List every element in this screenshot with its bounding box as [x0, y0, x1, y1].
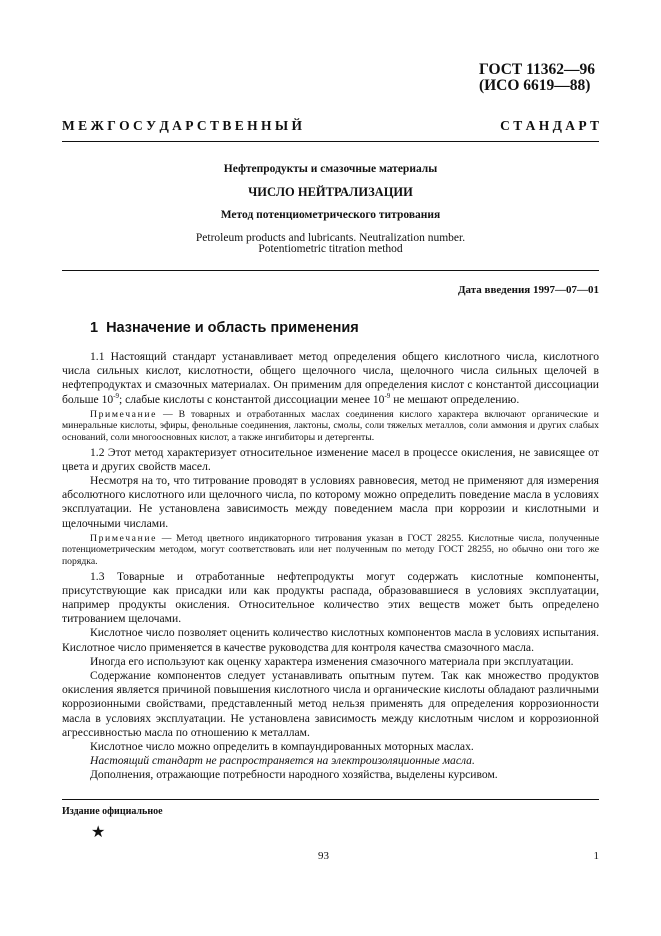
section-title: Назначение и область применения: [106, 320, 359, 336]
introduction-date: Дата введения 1997—07—01: [457, 284, 599, 296]
paragraph-1-3-e: Кислотное число можно определить в компаундированных моторных маслах.: [90, 740, 474, 754]
star-icon: ★: [91, 824, 106, 841]
paragraph-1-3-f: Дополнения, отражающие потребности народного хозяйства, выделены курсивом.: [90, 768, 498, 782]
paragraph-1-3-d: Содержание компонентов следует устанавливать опытным путем. Так как множество продуктов окисления является причиной повышения кислотного числа и органические кислоты обладают различными коррозионными свойствами, представленный метод нельзя применять для определения коррозионности масла в условиях эксплуатации. Не установлена зависимость между кислотным числом и коррозионной агрессивностью масла по отношению к металлам.: [62, 669, 599, 739]
title-english-line2: Potentiometric titration method: [258, 243, 403, 255]
title-subject: Нефтепродукты и смазочные материалы: [223, 163, 438, 175]
title-main: ЧИСЛО НЕЙТРАЛИЗАЦИИ: [248, 185, 413, 199]
section-heading: [90, 320, 367, 336]
paragraph-1-3-c: Иногда его используют как оценку характера изменения смазочного материала при эксплуатации.: [90, 654, 574, 668]
title-rule: [62, 270, 599, 271]
section-number: 1: [90, 320, 99, 336]
banner-left: М Е Ж Г О С У Д А Р С Т В Е Н Н Ы Й: [62, 118, 303, 133]
paragraph-1-3: 1.3 Товарные и отработанные нефтепродукты могут содержать кислотные компоненты, присутствующие как присадки или как продукты распада, образовавшиеся в условиях эксплуатации, например продукты окисления. Относительное количество этих веществ может быть определено титрованием щелочами.: [62, 569, 599, 626]
paragraph-1-3-b: Кислотное число позволяет оценить количество кислотных компонентов масла в условиях испытания. Кислотное число применяется в качестве руководства для контроля качества смазочного масла.: [62, 626, 599, 654]
paragraph-1-3-italic: Настоящий стандарт не распространяется на электроизоляционные масла.: [90, 754, 475, 768]
banner-right: С Т А Н Д А Р Т: [500, 118, 599, 133]
standard-code: [479, 62, 595, 94]
paragraph-1-1: 1.1 Настоящий стандарт устанавливает метод определения общего кислотного числа, кислотного числа сильных кислот, кислотности, общего щелочного числа, щелочного числа сильных щелочей в нефтепродуктах и смазочных материалах. Он применим для определения кислот с константой диссоциации больше $10^{-9}$; слабые кислоты с константой диссоциации менее $10^{-9}$ не мешают определению.: [62, 350, 599, 406]
title-english-line1: Petroleum products and lubricants. Neutralization number.: [195, 232, 466, 244]
note-2: Примечание — Метод цветного индикаторного титрования указан в ГОСТ 28255. Кислотные числа, полученные потенциометрическим методом, могут соответствовать или нет полученным по методу ГОСТ 28255, но обычно они того же порядка.: [62, 532, 599, 567]
footer-rule: [62, 799, 599, 800]
title-english: [62, 233, 599, 255]
note-label: Примечание: [90, 532, 158, 544]
standard-banner: [62, 118, 599, 134]
section-body: [62, 350, 599, 783]
title-method: Метод потенциометрического титрования: [220, 209, 441, 221]
sheet-number: 1: [593, 850, 599, 862]
gost-code: ГОСТ 11362—96: [478, 61, 595, 78]
banner-rule: [62, 141, 599, 142]
paragraph-1-2: 1.2 Этот метод характеризует относительное изменение масел в процессе окисления, не зависящее от цвета и других свойств масел.: [62, 445, 599, 473]
note-1: Примечание — В товарных и отработанных маслах соединения кислого характера включают органические и минеральные кислоты, эфиры, фенольные соединения, лактоны, смолы, соли тяжелых металлов, соли аммония и других слабых оснований, соли многоосновных кислот, а также ингибиторы и детергенты.: [62, 408, 599, 443]
page-number: 93: [318, 850, 329, 862]
note-label: Примечание: [90, 408, 158, 420]
paragraph-1-2-b: Несмотря на то, что титрование проводят в условиях равновесия, метод не применяют для измерения абсолютного кислотного или щелочного числа, по которому можно определить поведение масла в условиях эксплуатации. Не установлена зависимость между поведением масла при коррозии и кислотными и щелочными числами.: [62, 474, 599, 530]
edition-label: Издание официальное: [62, 806, 163, 817]
iso-code: (ИСО 6619—88): [478, 77, 591, 94]
